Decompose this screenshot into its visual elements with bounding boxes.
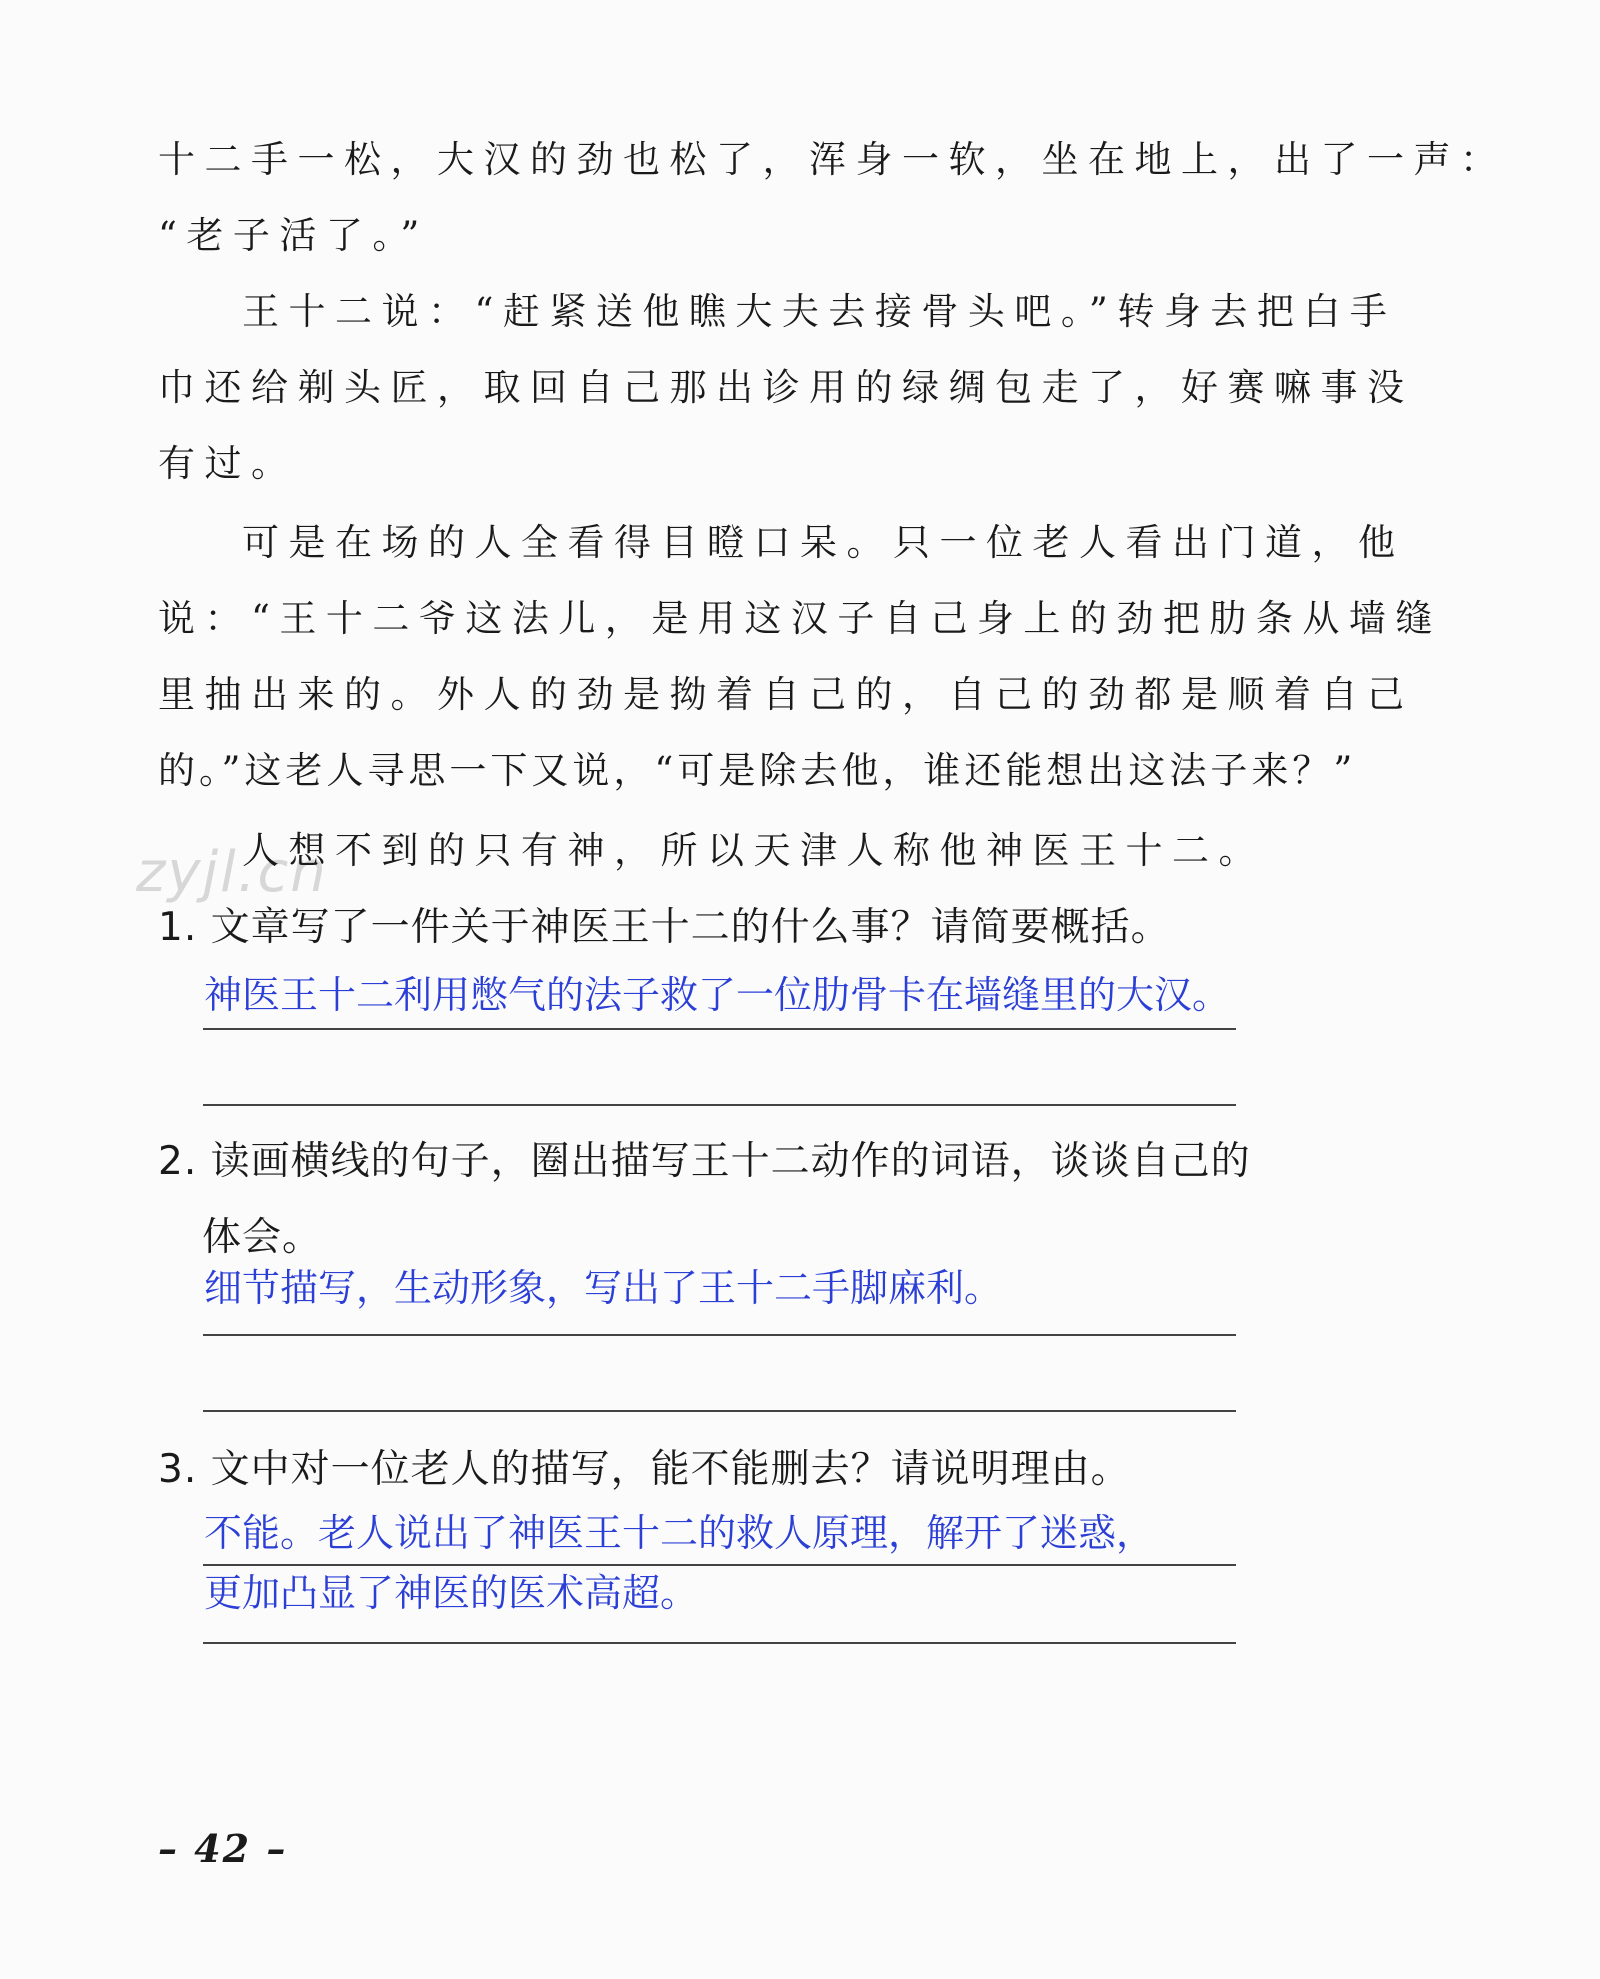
watermark: zyjl.cn (136, 840, 328, 905)
question-1: 1. 文章写了一件关于神医王十二的什么事？请简要概括。 (158, 905, 1171, 950)
passage-line: 说：“王十二爷这法儿，是用这汉子自己身上的劲把肋条从墙缝 (158, 597, 1442, 640)
passage-line: 可是在场的人全看得目瞪口呆。只一位老人看出门道，他 (242, 521, 1405, 564)
passage-line: 王十二说：“赶紧送他瞧大夫去接骨头吧。”转身去把白手 (242, 290, 1397, 333)
passage-line: 里抽出来的。外人的劲是拗着自己的，自己的劲都是顺着自己 (158, 673, 1414, 716)
passage-paragraph-4 (158, 813, 1265, 889)
page-number: – 42 – (158, 1826, 288, 1871)
passage-line: 的。”这老人寻思一下又说，“可是除去他，谁还能想出这法子来？” (158, 749, 1357, 792)
answer-line (203, 1028, 1236, 1030)
question-2-line-2: 体会。 (202, 1215, 323, 1260)
passage-line: 巾还给剃头匠，取回自己那出诊用的绿绸包走了，好赛嘛事没 (158, 366, 1414, 409)
passage-line: 有过。 (158, 442, 298, 485)
answer-line (203, 1334, 1236, 1336)
answer-line (203, 1410, 1236, 1412)
passage-line: 人想不到的只有神，所以天津人称他神医王十二。 (242, 829, 1265, 872)
answer-3-line-2: 更加凸显了神医的医术高超。 (204, 1571, 699, 1615)
question-2 (158, 1124, 1251, 1276)
passage-line: “老子活了。” (158, 214, 429, 257)
answer-2: 细节描写，生动形象，写出了王十二手脚麻利。 (204, 1266, 1003, 1310)
answer-line (203, 1642, 1236, 1644)
answer-1: 神医王十二利用憋气的法子救了一位肋骨卡在墙缝里的大汉。 (204, 973, 1231, 1017)
passage-paragraph-1 (158, 122, 1507, 274)
answer-3-line-1: 不能。老人说出了神医王十二的救人原理，解开了迷惑， (204, 1511, 1155, 1555)
passage-line: 十二手一松，大汉的劲也松了，浑身一软，坐在地上，出了一声： (158, 138, 1507, 181)
question-2-line-1: 2. 读画横线的句子，圈出描写王十二动作的词语，谈谈自己的 (158, 1139, 1251, 1184)
passage-paragraph-2 (158, 274, 1414, 502)
answer-line (203, 1104, 1236, 1106)
passage-paragraph-3 (158, 505, 1442, 809)
question-3: 3. 文中对一位老人的描写，能不能删去？请说明理由。 (158, 1447, 1131, 1492)
